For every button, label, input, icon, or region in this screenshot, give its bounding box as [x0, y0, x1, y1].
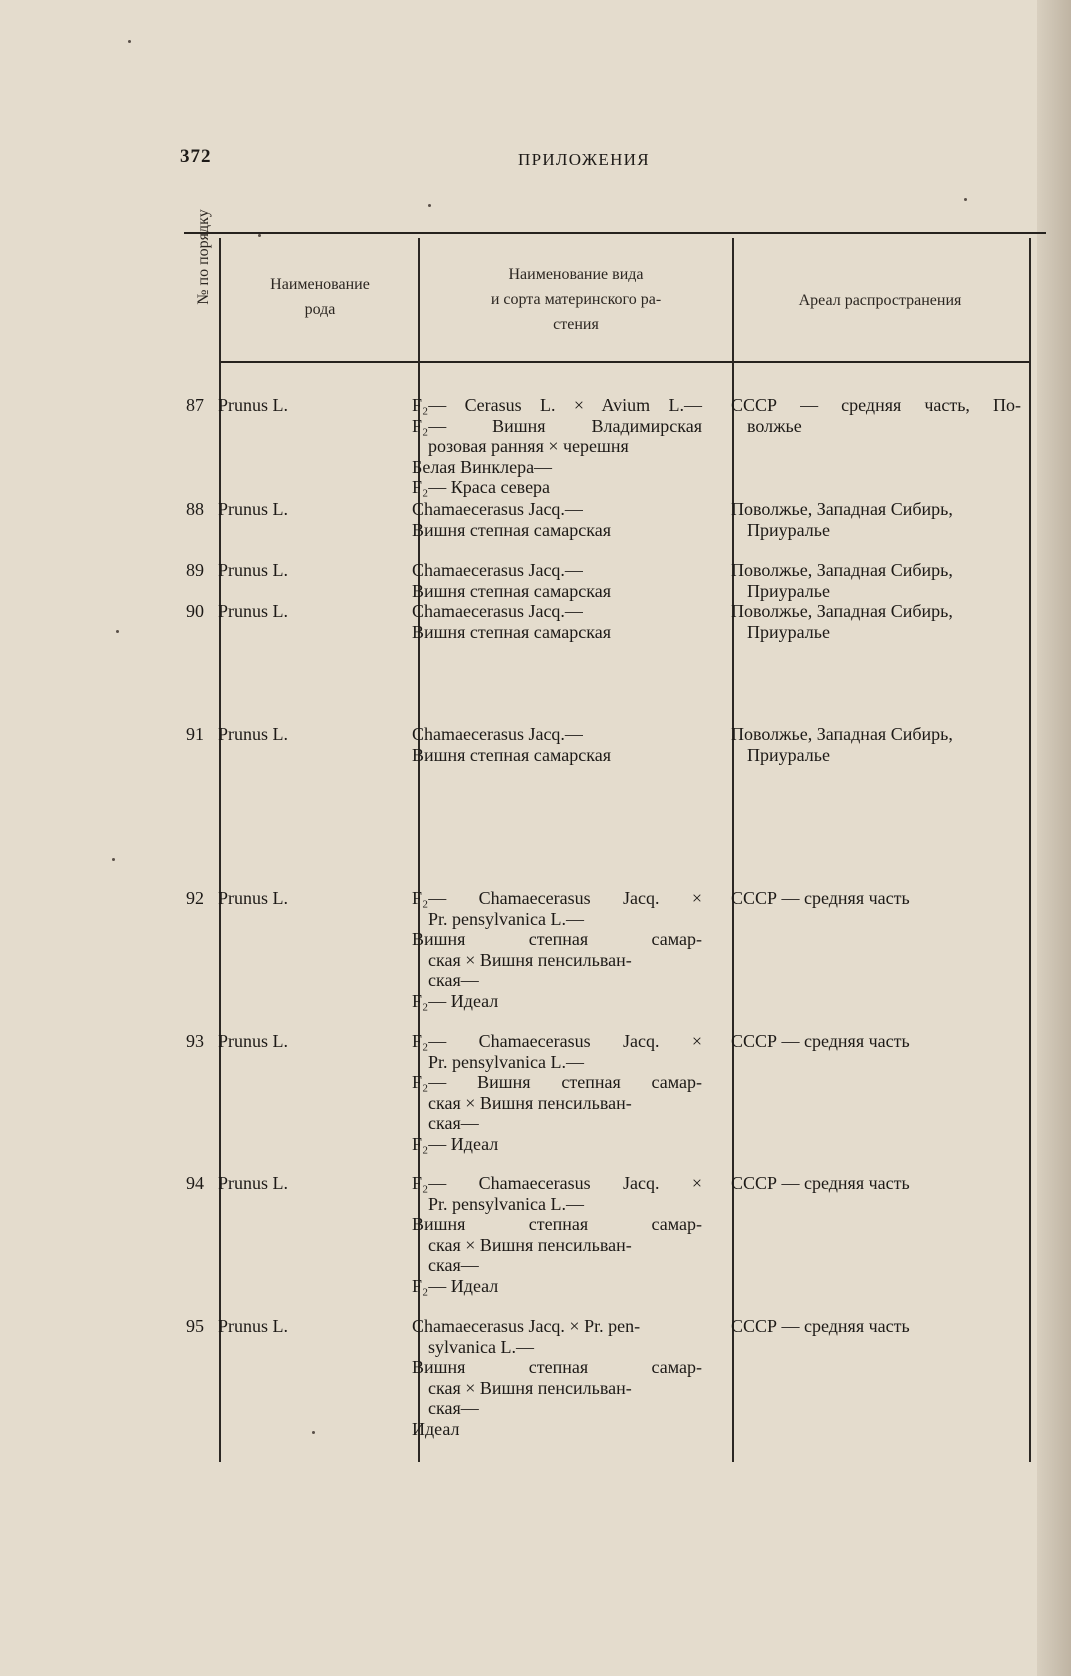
genus-cell: Prunus L.: [218, 724, 289, 744]
area-line: Поволжье, Западная Сибирь,: [731, 560, 953, 580]
scan-speck: [116, 630, 119, 633]
area-line: СССР — средняя часть: [731, 1173, 910, 1193]
scan-speck: [258, 234, 261, 237]
species-line: ская—: [428, 1113, 479, 1133]
species-line: ская—: [428, 970, 479, 990]
area-line: СССР — средняя часть: [731, 1031, 910, 1051]
species-cell: [412, 1173, 702, 1296]
species-line: Chamaecerasus Jacq.—: [412, 601, 583, 621]
species-cell: [412, 601, 702, 642]
row-number: 88: [186, 499, 204, 519]
species-line: Вишня степная самар-: [412, 1357, 702, 1377]
species-line: F₂— Chamaecerasus Jacq. ×: [412, 1173, 702, 1193]
species-line: Вишня степная самарская: [412, 519, 611, 540]
area-line: Поволжье, Западная Сибирь,: [731, 724, 953, 744]
scan-speck: [312, 1431, 315, 1434]
area-line: СССР — средняя часть, По-: [731, 395, 1021, 415]
area-cell: [731, 724, 1021, 765]
species-cell: [412, 724, 702, 765]
genus-cell: Prunus L.: [218, 601, 289, 621]
species-cell: [412, 560, 702, 601]
species-line: F₂— Chamaecerasus Jacq. ×: [412, 1031, 702, 1051]
area-line: Приуралье: [747, 621, 830, 642]
page-number: 372: [180, 146, 212, 167]
species-line: F₂— Cerasus L. × Avium L.—: [412, 395, 702, 415]
species-cell: [412, 1031, 702, 1154]
area-line: Поволжье, Западная Сибирь,: [731, 499, 953, 519]
table-header-bottom-rule: [219, 361, 1031, 363]
area-cell: [731, 395, 1021, 436]
area-line: Приуралье: [747, 744, 830, 765]
table-top-rule: [184, 232, 1046, 234]
species-line: ская × Вишня пенсильван-: [428, 1234, 632, 1255]
header-species-line-2: и сорта материнского ра-: [490, 291, 662, 308]
area-cell: [731, 888, 1021, 909]
column-divider-4: [1029, 238, 1031, 1462]
species-line: F₂— Chamaecerasus Jacq. ×: [412, 888, 702, 908]
species-line: Chamaecerasus Jacq.—: [412, 724, 583, 744]
species-line: Pr. pensylvanica L.—: [428, 1193, 584, 1214]
species-line: Chamaecerasus Jacq. × Pr. pen-: [412, 1316, 641, 1336]
row-number: 93: [186, 1031, 204, 1051]
header-area: Ареал распространения: [798, 292, 962, 309]
row-number: 87: [186, 395, 204, 415]
row-number: 91: [186, 724, 204, 744]
running-title: ПРИЛОЖЕНИЯ: [518, 150, 650, 169]
species-line: Идеал: [412, 1418, 460, 1439]
area-cell: [731, 560, 1021, 601]
header-species-line-1: Наименование вида: [508, 266, 644, 283]
species-line: ская × Вишня пенсильван-: [428, 1092, 632, 1113]
area-cell: [731, 601, 1021, 642]
species-line: Pr. pensylvanica L.—: [428, 1051, 584, 1072]
page-edge: [1037, 0, 1071, 1676]
species-cell: [412, 1316, 702, 1439]
species-cell: [412, 395, 702, 498]
genus-cell: Prunus L.: [218, 888, 289, 908]
species-line: F₂— Идеал: [412, 1133, 499, 1154]
genus-cell: Prunus L.: [218, 1031, 289, 1051]
species-line: ская × Вишня пенсильван-: [428, 1377, 632, 1398]
header-species-line-3: стения: [553, 316, 599, 333]
species-line: F₂— Идеал: [412, 990, 499, 1011]
species-line: Вишня степная самар-: [412, 929, 702, 949]
genus-cell: Prunus L.: [218, 499, 289, 519]
header-species: [428, 262, 724, 337]
row-number: 89: [186, 560, 204, 580]
species-line: Вишня степная самарская: [412, 744, 611, 765]
species-line: Chamaecerasus Jacq.—: [412, 560, 583, 580]
area-line: волжье: [747, 415, 802, 436]
column-divider-1: [219, 238, 221, 1462]
species-line: Белая Винклера—: [412, 456, 553, 477]
header-genus-line-2: рода: [304, 301, 336, 318]
header-genus-line-1: Наименование: [270, 276, 370, 293]
species-line: F₂— Идеал: [412, 1275, 499, 1296]
species-line: F₂— Краса севера: [412, 477, 551, 497]
area-cell: [731, 1316, 1021, 1337]
scan-speck: [128, 40, 131, 43]
area-line: СССР — средняя часть: [731, 1316, 910, 1336]
area-line: Приуралье: [747, 519, 830, 540]
area-cell: [731, 1031, 1021, 1052]
species-line: Вишня степная самар-: [412, 1214, 702, 1234]
species-line: розовая ранняя × черешня: [428, 436, 629, 456]
species-cell: [412, 888, 702, 1011]
genus-cell: Prunus L.: [218, 1316, 289, 1336]
species-line: Chamaecerasus Jacq.—: [412, 499, 583, 519]
scan-speck: [428, 204, 431, 207]
genus-cell: Prunus L.: [218, 1173, 289, 1193]
row-number: 94: [186, 1173, 204, 1193]
genus-cell: Prunus L.: [218, 560, 289, 580]
species-line: sylvanica L.—: [428, 1336, 534, 1357]
species-line: ская—: [428, 1255, 479, 1275]
species-line: Вишня степная самарская: [412, 580, 611, 601]
species-cell: [412, 499, 702, 540]
header-genus: [232, 272, 408, 322]
scan-speck: [112, 858, 115, 861]
row-number: 92: [186, 888, 204, 908]
species-line: Вишня степная самарская: [412, 621, 611, 642]
area-line: Поволжье, Западная Сибирь,: [731, 601, 953, 621]
genus-cell: Prunus L.: [218, 395, 289, 415]
area-line: СССР — средняя часть: [731, 888, 910, 908]
row-number: 95: [186, 1316, 204, 1336]
species-line: Pr. pensylvanica L.—: [428, 908, 584, 929]
row-number: 90: [186, 601, 204, 621]
species-line: ская—: [428, 1398, 479, 1418]
header-row-number: № по порядку: [195, 209, 212, 305]
scan-speck: [964, 198, 967, 201]
area-cell: [731, 499, 1021, 540]
species-line: F₂— Вишня степная самар-: [412, 1072, 702, 1092]
area-cell: [731, 1173, 1021, 1194]
species-line: F₂— Вишня Владимирская: [412, 415, 702, 436]
species-line: ская × Вишня пенсильван-: [428, 949, 632, 970]
area-line: Приуралье: [747, 580, 830, 601]
